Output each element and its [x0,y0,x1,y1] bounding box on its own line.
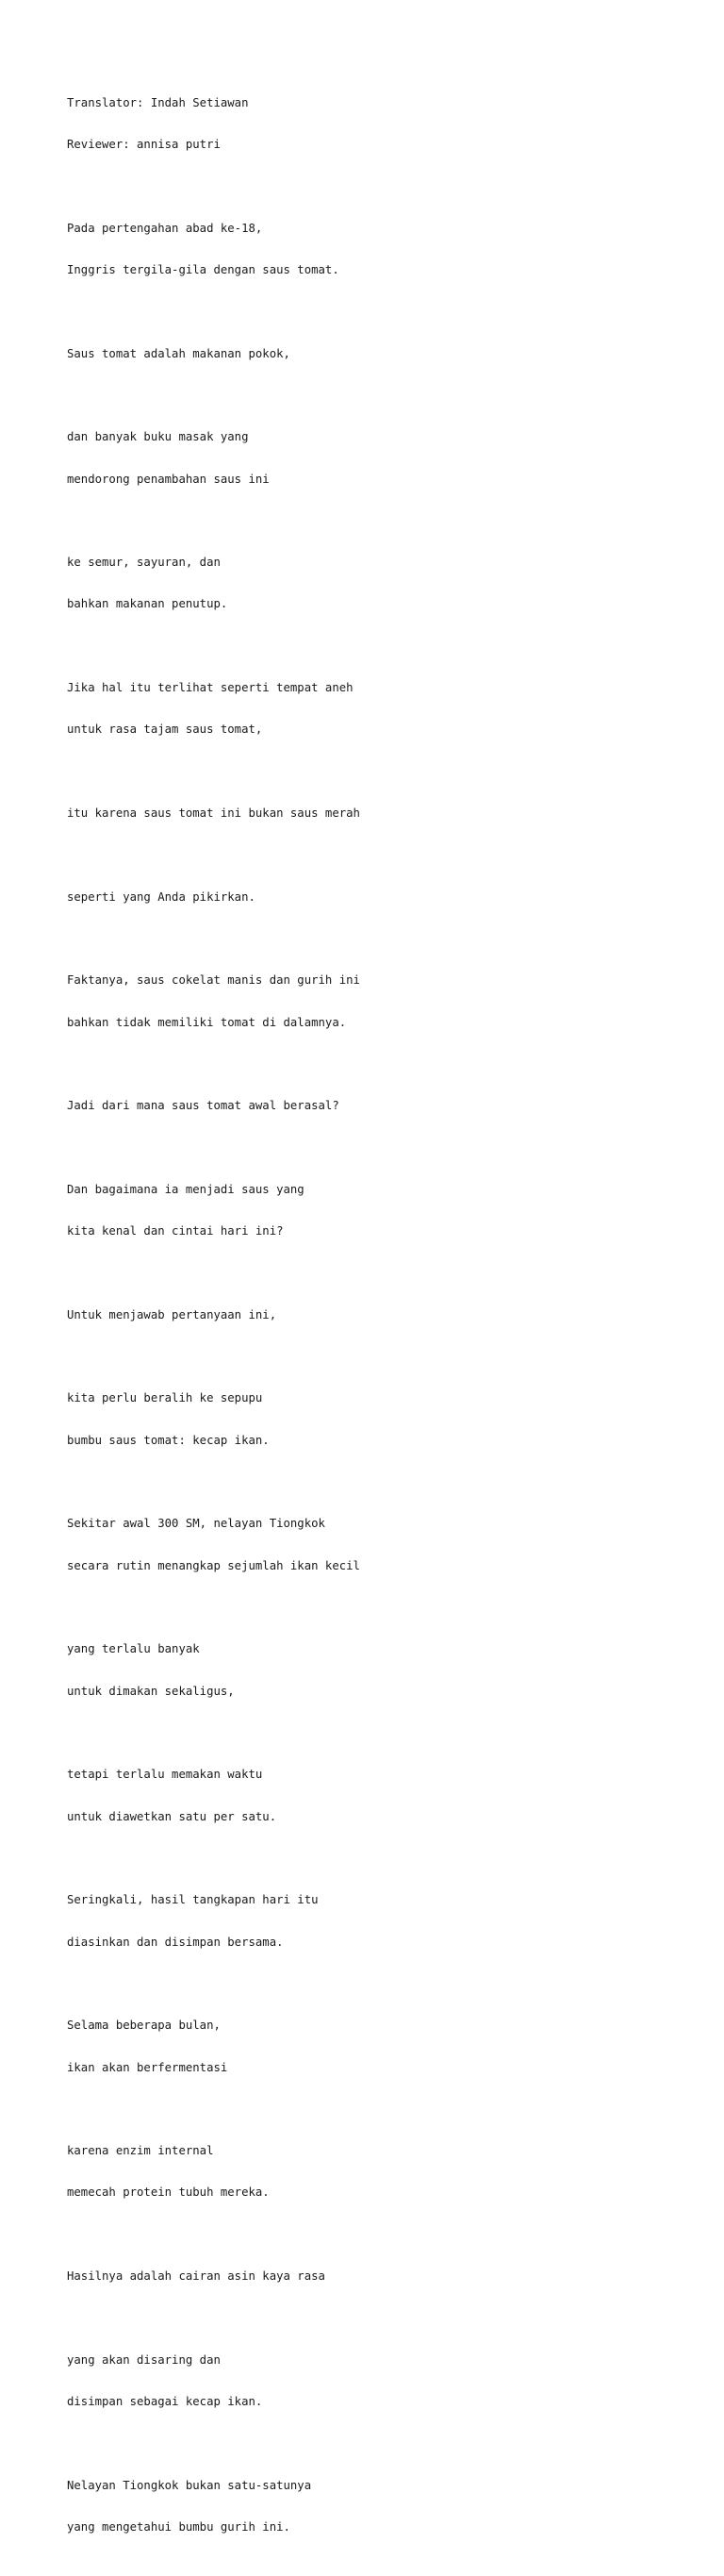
transcript-line: untuk dimakan sekaligus, [67,1684,235,1698]
transcript-paragraph [67,653,708,764]
transcript-paragraph [67,1866,708,1977]
transcript-line: kita kenal dan cintai hari ini? [67,1224,284,1238]
transcript-paragraph [67,1364,708,1475]
transcript-line: Saus tomat adalah makanan pokok, [67,346,290,360]
reviewer-line: Reviewer: annisa putri [67,137,221,151]
transcript-line: Dan bagaimana ia menjadi saus yang [67,1182,304,1196]
transcript-paragraph [67,1489,708,1601]
transcript-paragraph [67,2451,708,2562]
transcript-paragraph [67,946,708,1057]
transcript-line: Faktanya, saus cokelat manis dan gurih ini [67,973,360,988]
transcript-paragraph [67,403,708,514]
transcript-line: yang akan disaring dan [67,2352,221,2367]
transcript-line: tetapi terlalu memakan waktu [67,1768,263,1782]
transcript-line: itu karena saus tomat ini bukan saus merah [67,806,360,821]
transcript-paragraph [67,1072,708,1141]
transcript-paragraph [67,862,708,932]
transcript-line: Hasilnya adalah cairan asin kaya rasa [67,2269,325,2284]
transcript-line: kita perlu beralih ke sepupu [67,1391,263,1405]
transcript-line: untuk diawetkan satu per satu. [67,1809,277,1823]
translator-line: Translator: Indah Setiawan [67,95,249,109]
transcript-paragraph [67,1155,708,1266]
transcript-line: bumbu saus tomat: kecap ikan. [67,1433,270,1447]
transcript-line: dan banyak buku masak yang [67,430,249,444]
transcript-line: Jika hal itu terlihat seperti tempat aneh [67,681,354,695]
transcript-paragraph [67,193,708,305]
transcript-line: yang mengetahui bumbu gurih ini. [67,2519,290,2534]
transcript-paragraph [67,1991,708,2102]
transcript-paragraph [67,1740,708,1852]
credits-paragraph [67,68,708,179]
transcript-paragraph [67,778,708,848]
transcript-line: Untuk menjawab pertanyaan ini, [67,1307,277,1321]
transcript-line: bahkan makanan penutup. [67,597,228,611]
transcript-line: ke semur, sayuran, dan [67,556,221,570]
transcript-paragraph [67,319,708,389]
transcript-line: Selama beberapa bulan, [67,2019,221,2033]
transcript-line: Sekitar awal 300 SM, nelayan Tiongkok [67,1517,325,1531]
transcript-paragraph [67,2241,708,2311]
transcript-line: diasinkan dan disimpan bersama. [67,1935,284,1949]
transcript-line: bahkan tidak memiliki tomat di dalamnya. [67,1015,347,1029]
transcript-line: Nelayan Tiongkok bukan satu-satunya [67,2478,312,2492]
transcript-line: Inggris tergila-gila dengan saus tomat. [67,262,339,276]
transcript-paragraph [67,1615,708,1726]
transcript-line: Jadi dari mana saus tomat awal berasal? [67,1099,339,1113]
transcript-line: ikan akan berfermentasi [67,2060,228,2074]
transcript-line: mendorong penambahan saus ini [67,472,270,486]
transcript-paragraph [67,2116,708,2227]
transcript-line: secara rutin menangkap sejumlah ikan kecil [67,1558,360,1572]
transcript-line: Pada pertengahan abad ke-18, [67,221,263,235]
transcript-line: memecah protein tubuh mereka. [67,2185,270,2200]
transcript-line: yang terlalu banyak [67,1642,200,1656]
transcript-page [67,68,708,2576]
transcript-line: untuk rasa tajam saus tomat, [67,723,263,737]
transcript-paragraph [67,1280,708,1350]
transcript-paragraph [67,2325,708,2436]
transcript-line: Seringkali, hasil tangkapan hari itu [67,1893,319,1907]
transcript-line: seperti yang Anda pikirkan. [67,889,255,904]
transcript-paragraph [67,527,708,639]
transcript-line: disimpan sebagai kecap ikan. [67,2395,263,2409]
transcript-line: karena enzim internal [67,2144,214,2158]
